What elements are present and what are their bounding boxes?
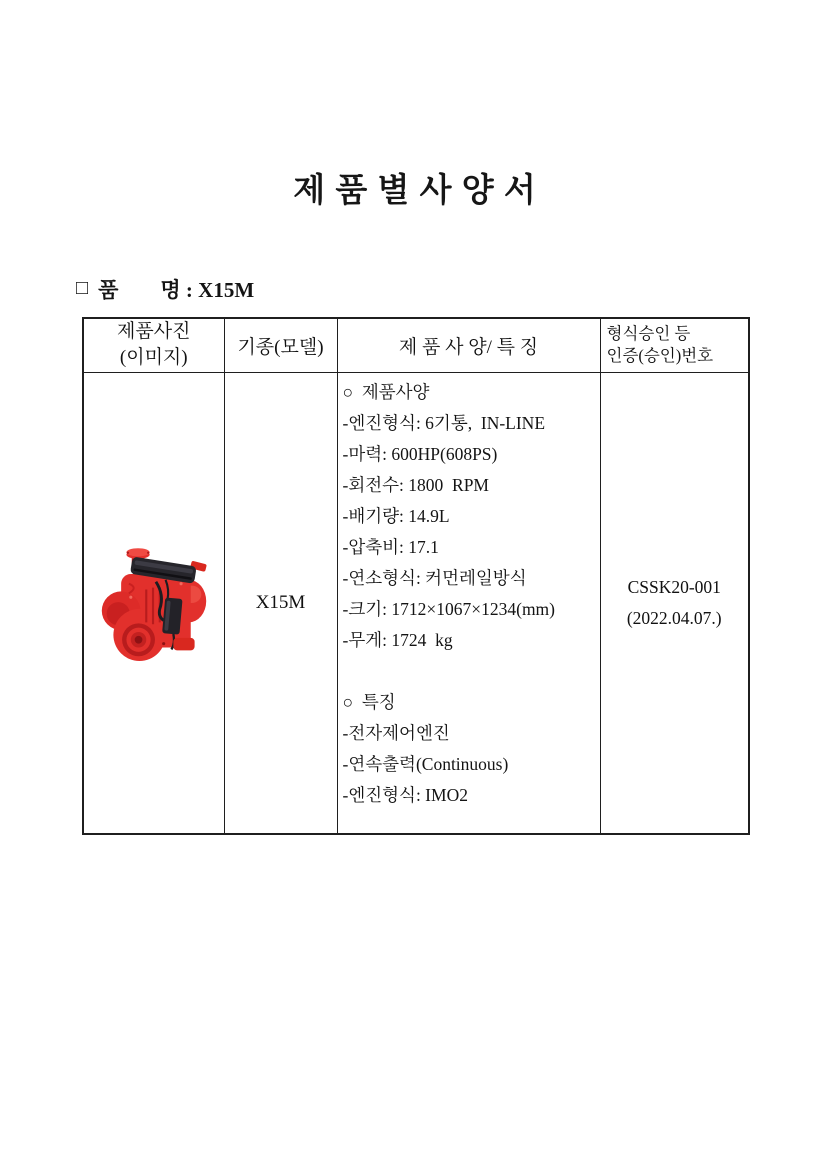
product-name-text: 품 명 : X15M xyxy=(98,278,255,302)
spec-line-continuous-output: -연속출력(Continuous) xyxy=(342,753,509,774)
spec-line-features-title: ○ 특징 xyxy=(342,691,396,712)
col-header-cert-line1: 형식승인 등 xyxy=(606,324,691,344)
col-header-photo-line2: (이미지) xyxy=(119,347,188,369)
cell-specs xyxy=(337,372,600,834)
product-name-line xyxy=(76,274,254,304)
spec-line-compression: -압축비: 17.1 xyxy=(342,536,439,557)
engine-photo xyxy=(96,539,212,674)
spec-line-engine-type: -엔진형식: 6기통, IN-LINE xyxy=(342,412,546,433)
checkbox-square-icon: □ xyxy=(76,276,89,299)
document-title: 제 품 별 사 양 서 xyxy=(293,173,537,209)
col-header-photo-line1: 제품사진 xyxy=(117,321,191,343)
col-header-specs: 제 품 사 양/ 특 징 xyxy=(337,318,600,372)
spec-line-section-title: ○ 제품사양 xyxy=(342,381,430,402)
engine-image xyxy=(96,539,212,669)
spec-line-weight: -무게: 1724 kg xyxy=(342,629,453,650)
cell-model: X15M xyxy=(224,372,337,834)
table-header-row xyxy=(83,318,749,372)
spec-line-imo: -엔진형식: IMO2 xyxy=(342,784,468,805)
spec-line-horsepower: -마력: 600HP(608PS) xyxy=(342,443,498,464)
spec-line-size: -크기: 1712×1067×1234(mm) xyxy=(342,598,555,619)
table-row xyxy=(83,372,749,834)
cert-date: (2022.04.07.) xyxy=(626,607,722,628)
cell-product-photo xyxy=(83,372,224,834)
spec-line-electronic-control: -전자제어엔진 xyxy=(342,722,450,743)
cert-number: CSSK20-001 xyxy=(627,576,721,597)
col-header-model: 기종(모델) xyxy=(224,318,337,372)
col-header-photo xyxy=(83,318,224,372)
cell-certification xyxy=(600,372,749,834)
col-header-cert xyxy=(600,318,749,372)
spec-line-rpm: -회전수: 1800 RPM xyxy=(342,474,489,495)
product-spec-table xyxy=(82,317,750,835)
spec-line-displacement: -배기량: 14.9L xyxy=(342,505,450,526)
spec-line-blank xyxy=(343,656,598,687)
spec-line-combustion: -연소형식: 커먼레일방식 xyxy=(342,567,527,588)
col-header-cert-line2: 인증(승인)번호 xyxy=(606,346,714,366)
